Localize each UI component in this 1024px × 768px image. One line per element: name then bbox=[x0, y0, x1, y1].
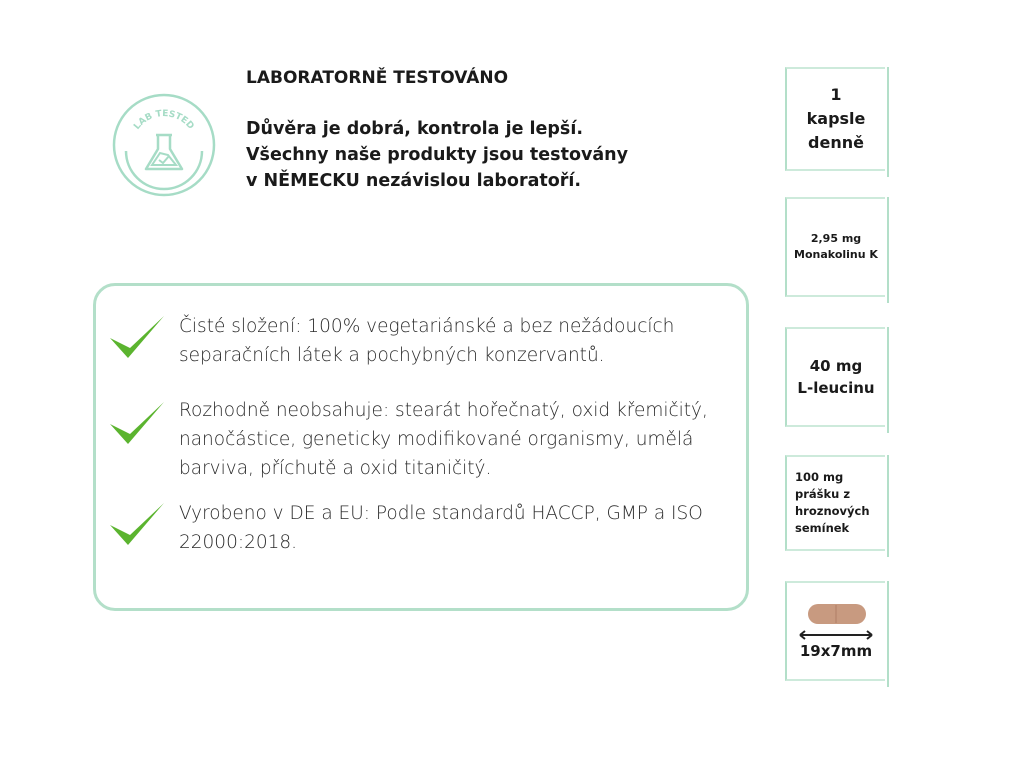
feature-text: Vyrobeno v DE a EU: Podle standardů HACCP, GMP a ISO 22000:2018. bbox=[179, 503, 703, 553]
fact-line: 1 bbox=[830, 85, 842, 104]
fact-line: semínek bbox=[795, 521, 850, 535]
header-title: LABORATORNĚ TESTOVÁNO bbox=[246, 68, 509, 88]
fact-line: 2,95 mg bbox=[810, 232, 862, 245]
header bbox=[246, 68, 628, 194]
header-line: Důvěra je dobrá, kontrola je lepší. bbox=[246, 119, 583, 139]
svg-text:LAB TESTED: LAB TESTED bbox=[132, 109, 196, 132]
capsule-icon bbox=[796, 602, 876, 642]
fact-line: 19x7mm bbox=[799, 642, 873, 660]
fact-grape-seed bbox=[785, 455, 885, 551]
checkmark-icon bbox=[106, 398, 168, 448]
fact-line: prášku z bbox=[795, 487, 851, 501]
feature-text: Čisté složení: 100% vegetariánské a bez nežádoucích separačních látek a pochybných konzervantů. bbox=[179, 316, 675, 366]
fact-leucine bbox=[785, 327, 885, 427]
fact-line: 100 mg bbox=[795, 470, 844, 484]
feature-text: Rozhodně neobsahuje: stearát hořečnatý, oxid křemičitý, nanočástice, geneticky modifikované organismy, umělá barviva, příchutě a oxid titaničitý. bbox=[179, 400, 708, 479]
checkmark-icon bbox=[106, 312, 168, 362]
fact-dose bbox=[785, 67, 885, 171]
fact-line: kapsle bbox=[806, 109, 866, 128]
checkmark-icon bbox=[106, 499, 168, 549]
fact-line: hroznových bbox=[795, 504, 870, 518]
fact-line: 40 mg bbox=[809, 357, 863, 375]
header-line: Všechny naše produkty jsou testovány bbox=[246, 145, 629, 165]
fact-monacolin bbox=[785, 197, 885, 297]
fact-line: denně bbox=[808, 133, 864, 152]
features-panel bbox=[93, 283, 749, 611]
fact-capsule-size bbox=[785, 581, 885, 681]
lab-tested-badge bbox=[112, 93, 216, 197]
header-line: v NĚMECKU nezávislou laboratoří. bbox=[246, 171, 582, 191]
fact-line: Monakolinu K bbox=[794, 248, 878, 261]
fact-line: L-leucinu bbox=[797, 379, 875, 397]
